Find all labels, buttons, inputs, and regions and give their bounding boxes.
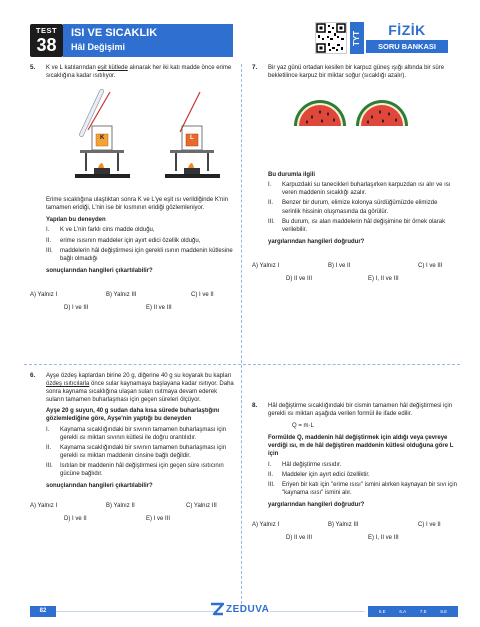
question-lead: Bu durumla ilgili [268,172,316,179]
option-b[interactable]: B) Yalnız III [106,291,137,298]
title-bar [63,24,233,57]
option-a[interactable]: A) Yalnız I [252,262,280,269]
option-c[interactable]: C) I ve II [418,522,441,529]
footer-rule [56,611,216,612]
option-d[interactable]: D) II ve III [286,535,313,542]
formula: Q = m·L [292,423,314,430]
column-divider [241,64,242,604]
publisher-name: ZEDUVA [226,604,270,615]
list-item: I. Kaynama sıcaklığındaki bir sıvının tamamen buharlaşması için gerekli ısı miktarı sıvının kütlesi ile doğru orantılıdır. [46,426,227,441]
intro-underlined: eşit kütlede [97,65,128,71]
page-title: ISI VE SICAKLIK [71,27,158,39]
question-number: 5. [30,64,36,71]
statement-list [268,181,457,234]
publisher-logo [210,601,280,619]
page-number: 82 [30,606,56,617]
list-item: III. Bu durum, ısı alan maddelerin hâl değişimine bir örnek olarak verilebilir. [268,218,446,233]
book-title: SORU BANKASI [366,40,448,53]
option-b[interactable]: B) Yalnız III [328,522,359,529]
question-7 [252,64,457,284]
statement-list [268,461,457,497]
option-a[interactable]: A) Yalnız I [30,291,58,298]
question-prompt: yargılarından hangileri doğrudur? [268,238,365,245]
answer-key [368,606,458,617]
test-label: TEST [35,26,58,35]
question-number: 7. [252,64,258,71]
answer-options [30,291,235,313]
tyt-badge: TYT [350,22,364,54]
option-d[interactable]: D) II ve III [286,275,313,282]
option-c[interactable]: C) I ve III [418,262,443,269]
intro-text-end: alınarak her iki katı madde önce erime sıcaklığına kadar ısıtılıyor. [46,65,232,80]
option-a[interactable]: A) Yalnız I [252,522,280,529]
intro-text: K ve L katılarından [46,65,98,71]
question-number: 6. [30,372,36,379]
option-b[interactable]: B) I ve II [328,262,351,269]
question-intro [46,372,235,404]
question-intro: Hâl değiştirme sıcaklığındaki bir cismin tamamen hâl değiştirmesi için gerekli ısı miktarı aşağıda verilen formül ile ifade edilir. [268,403,453,418]
list-item: II. Benzer bir durum, elimize kolonya sürdüğümüzde elimizde serinlik hissinin oluşmasında da görülür. [268,200,438,215]
solid-l-label: L [190,135,194,142]
option-e[interactable]: E) I ve III [146,516,171,523]
option-e[interactable]: E) I, II ve III [368,275,399,282]
intro-text-end: önce sular kaynamaya başlayana kadar ısıtıyor. Daha sonra kaynama sıcaklığına ulaşan suları ısıtmaya devam ederek suların tamamen buharlaşması için geçen süreleri ölçüyor. [46,381,234,404]
answer-options [252,521,457,543]
option-b[interactable]: B) Yalnız II [106,503,135,510]
option-a[interactable]: A) Yalnız I [30,503,58,510]
page-header [0,0,480,62]
question-prompt: sonuçlarından hangileri çıkartılabilir? [46,483,153,490]
footer-rule [270,611,365,612]
statement-list [46,426,235,479]
answer-key-item: 7.E [419,609,427,614]
question-6 [30,372,235,524]
question-number: 8. [252,402,258,409]
list-item: I. Hâl değiştirme ısısıdır. [268,461,342,468]
option-c[interactable]: C) Yalnız III [186,503,217,510]
list-item: III. Eriyen bir katı için "erime ısısı" ismini alırken kaynayan bir sıvı için "kaynama ısısı" ismini alır. [268,481,457,496]
list-item: II. erime ısısının maddeler için ayırt edici özellik olduğu, [46,237,201,244]
list-item: III. maddelerin hâl değiştirmesi için gerekli ısının maddenin kütlesine bağlı olmadığı [46,247,233,262]
list-item: III. Isıtılan bir maddenin hâl değiştirmesi için geçen süre ısıtıcının gücüne bağlıdır. [46,462,224,478]
test-number: 38 [36,35,57,55]
book-brand [366,22,448,54]
answer-key-item: 6.A [399,609,407,614]
list-item: II. Kaynama sıcaklığındaki bir sıvının tamamen buharlaşması için gerekli ısı miktarı maddenin cinsine bağlı değildir. [46,444,227,459]
question-body: Erime sıcaklığına ulaştıktan sonra K ve L'ye eşit ısı verildiğinde K'nin tamamen eridiği, L'nin ise bir kısmının eridiği gözlemleniyor. [46,197,229,212]
question-prompt: sonuçlarından hangileri çıkartılabilir? [46,267,153,274]
answer-options [252,262,457,284]
subject-title: FİZİK [388,22,426,38]
list-item: I. Karpuzdaki su tanecikleri buharlaşırken karpuzdan ısı alır ve ısı veren maddenin sıcaklığı azalır. [268,182,451,197]
list-item: II. Maddeler için ayırt edici özelliktir. [268,471,370,478]
heating-apparatus-figure [30,82,235,182]
question-5 [30,64,235,313]
intro-text: Ayşe özdeş kaplardan birine 20 g, diğerine 40 g su koyarak bu kapları [46,373,232,379]
option-e[interactable]: E) I, II ve III [368,535,399,542]
question-lead: Formülde Q, maddenin hâl değiştirmek için aldığı veya çevreye verdiği ısı, m de hâl değiştiren maddenin kütlesi olduğuna göre L için [268,435,454,458]
answer-options [30,502,235,524]
option-d[interactable]: D) I ve II [64,516,87,523]
page-subtitle: Hâl Değişimi [71,42,126,52]
row-divider [24,364,460,365]
option-d[interactable]: D) I ve III [64,304,89,311]
qr-code-icon [315,22,347,54]
question-lead: Yapılan bu deneyden [46,217,106,224]
test-badge [30,24,63,57]
watermelon-figure [252,84,457,139]
question-intro [46,64,235,80]
answer-key-item: 8.E [440,609,448,614]
list-item: I. K ve L'nin farklı cins madde olduğu, [46,227,155,234]
zeduva-logo-icon [210,602,224,616]
solid-k-label: K [100,135,105,142]
question-8 [252,402,457,543]
question-lead: Ayşe 20 g suyun, 40 g sudan daha kısa sürede buharlaştığını gözlemlediğine göre, Ayşe'nin yaptığı bu deneyden [46,408,220,423]
answer-key-item: 5.E [378,609,386,614]
option-c[interactable]: C) I ve II [191,291,214,298]
statement-list [46,226,235,262]
question-intro: Bir yaz günü ortadan kesilen bir karpuz güneş ışığı altında bir süre bekletilince karpuz bir miktar soğur (sıcaklığı azalır). [268,65,445,80]
intro-underlined: özdeş ısıtıcılarla [46,381,90,388]
option-e[interactable]: E) II ve III [146,304,172,311]
question-prompt: yargılarından hangileri doğrudur? [268,501,365,508]
